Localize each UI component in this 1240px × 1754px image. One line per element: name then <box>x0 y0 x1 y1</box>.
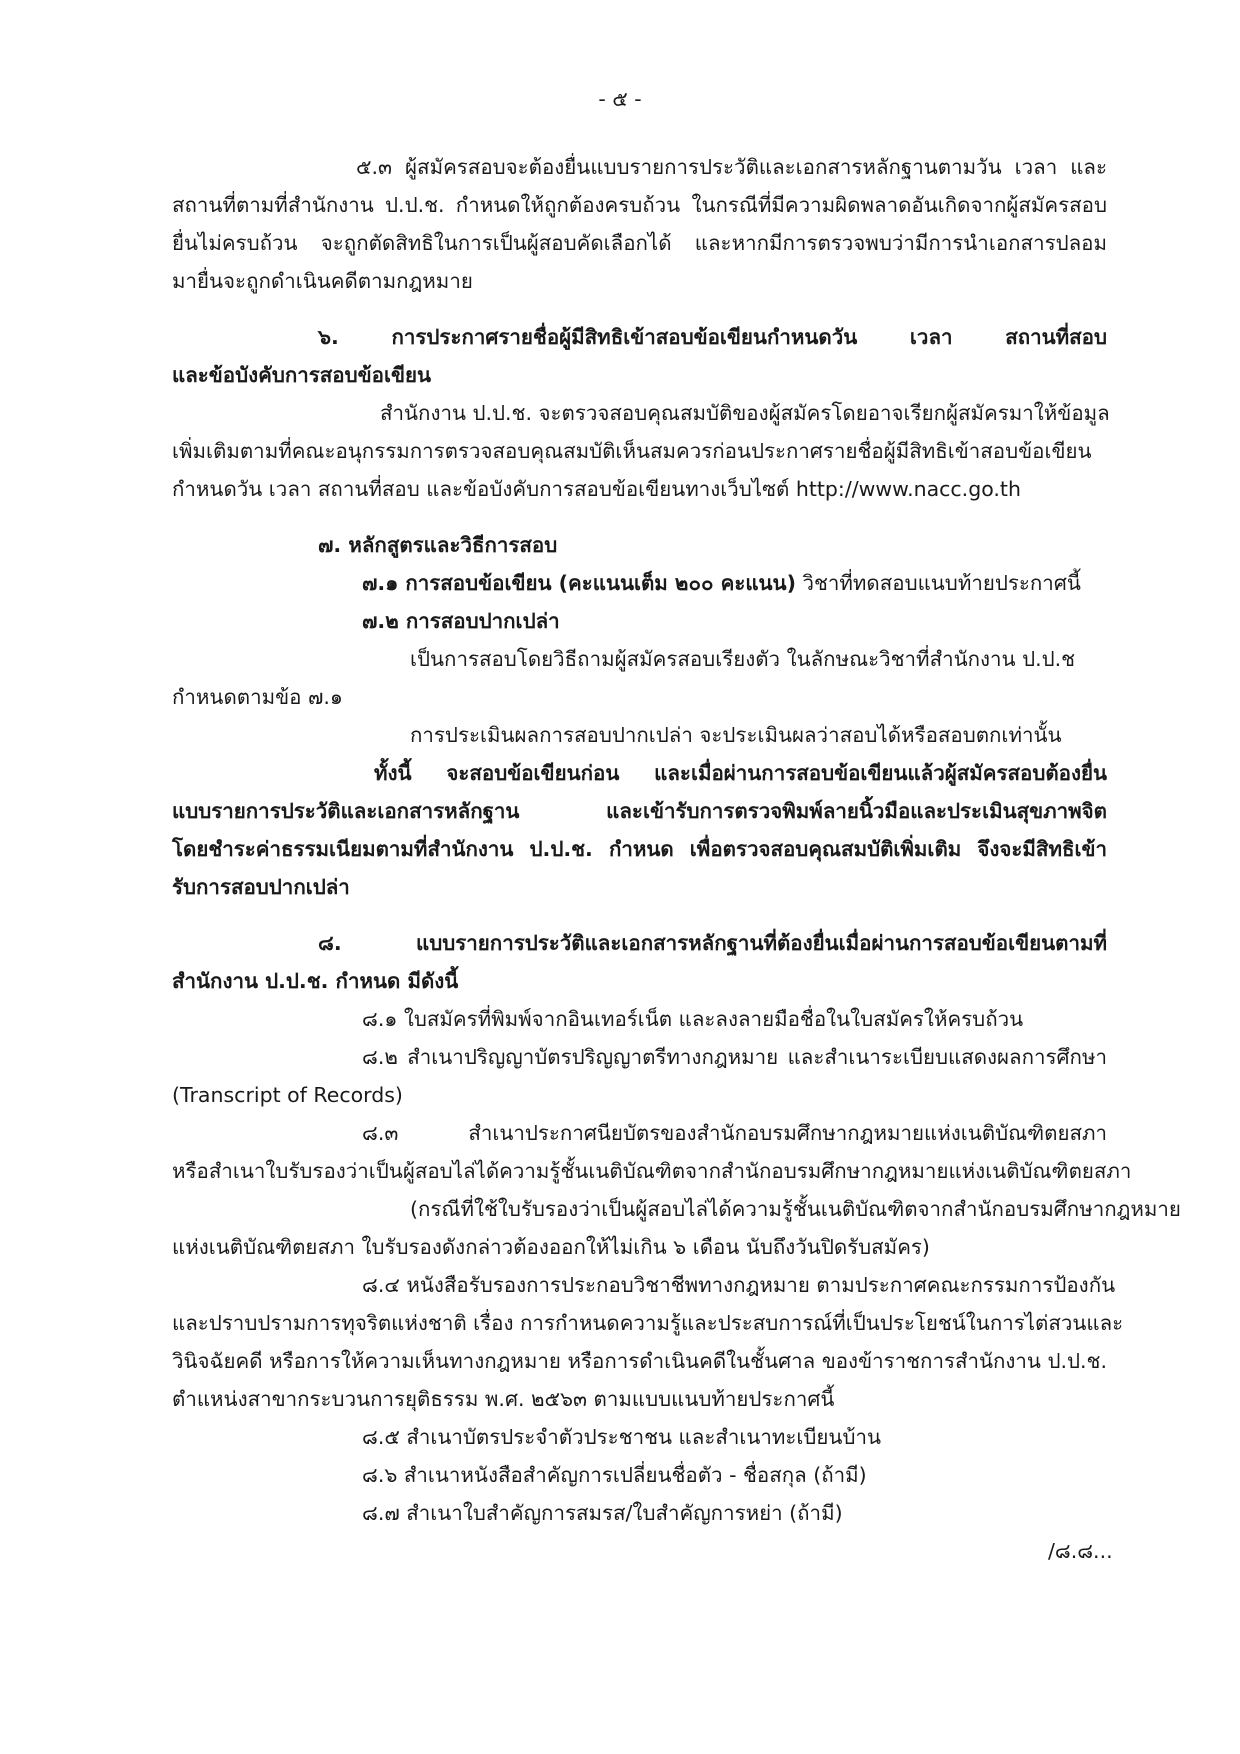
paragraph-line: การประเมินผลการสอบปากเปล่า จะประเมินผลว่าสอบได้หรือสอบตกเท่านั้น <box>410 723 1062 747</box>
list-item: ๘.๑ ใบสมัครที่พิมพ์จากอินเทอร์เน็ต และลงลายมือชื่อในใบสมัครให้ครบถ้วน <box>362 1007 1024 1031</box>
section-heading: ๘. แบบรายการประวัติและเอกสารหลักฐานที่ต้องยื่นเมื่อผ่านการสอบข้อเขียนตามที่ <box>318 931 1107 955</box>
subsection-heading: ๗.๑ การสอบข้อเขียน (คะแนนเต็ม ๒๐๐ คะแนน) <box>362 571 796 595</box>
list-item: ๘.๕ สำเนาบัตรประจำตัวประชาชน และสำเนาทะเบียนบ้าน <box>362 1425 881 1449</box>
list-item-note: (กรณีที่ใช้ใบรับรองว่าเป็นผู้สอบไล่ได้ความรู้ชั้นเนติบัณฑิตจากสำนักอบรมศึกษากฎหมาย <box>410 1197 1181 1221</box>
paragraph-line: กำหนดตามข้อ ๗.๑ <box>172 685 343 709</box>
list-item-continuation: (Transcript of Records) <box>172 1083 403 1107</box>
paragraph-line: สำนักงาน ป.ป.ช. จะตรวจสอบคุณสมบัติของผู้สมัครโดยอาจเรียกผู้สมัครมาให้ข้อมูล <box>380 401 1110 425</box>
list-item-continuation: และปราบปรามการทุจริตแห่งชาติ เรื่อง การกำหนดความรู้และประสบการณ์ที่เป็นประโยชน์ในการไต่สวนและ <box>172 1311 1124 1335</box>
paragraph-text: วิชาที่ทดสอบแนบท้ายประกาศนี้ <box>795 571 1081 595</box>
paragraph-line: สถานที่ตามที่สำนักงาน ป.ป.ช. กำหนดให้ถูกต้องครบถ้วน ในกรณีที่มีความผิดพลาดอันเกิดจากผู้สมัครสอบ <box>172 193 1107 217</box>
paragraph-line: เป็นการสอบโดยวิธีถามผู้สมัครสอบเรียงตัว ในลักษณะวิชาที่สำนักงาน ป.ป.ช <box>410 647 1076 671</box>
paragraph-line: ยื่นไม่ครบถ้วน จะถูกตัดสิทธิในการเป็นผู้สอบคัดเลือกได้ และหากมีการตรวจพบว่ามีการนำเอกสารปลอม <box>172 231 1107 255</box>
list-item: ๘.๖ สำเนาหนังสือสำคัญการเปลี่ยนชื่อตัว - ชื่อสกุล (ถ้ามี) <box>362 1463 867 1487</box>
list-item: ๘.๒ สำเนาปริญญาบัตรปริญญาตรีทางกฎหมาย และสำเนาระเบียบแสดงผลการศึกษา <box>362 1045 1107 1069</box>
note-line: โดยชำระค่าธรรมเนียมตามที่สำนักงาน ป.ป.ช. กำหนด เพื่อตรวจสอบคุณสมบัติเพิ่มเติม จึงจะมีสิทธิเข้า <box>172 837 1107 861</box>
paragraph-line <box>362 564 1081 602</box>
paragraph-line: มายื่นจะถูกดำเนินคดีตามกฎหมาย <box>172 269 473 293</box>
list-item-note: แห่งเนติบัณฑิตยสภา ใบรับรองดังกล่าวต้องออกให้ไม่เกิน ๖ เดือน นับถึงวันปิดรับสมัคร) <box>172 1235 930 1259</box>
section-heading: ๗. หลักสูตรและวิธีการสอบ <box>318 533 558 557</box>
section-heading: ๖. การประกาศรายชื่อผู้มีสิทธิเข้าสอบข้อเขียนกำหนดวัน เวลา สถานที่สอบ <box>318 325 1107 349</box>
section-heading: สำนักงาน ป.ป.ช. กำหนด มีดังนี้ <box>172 969 459 993</box>
list-item: ๘.๗ สำเนาใบสำคัญการสมรส/ใบสำคัญการหย่า (ถ้ามี) <box>362 1501 843 1525</box>
paragraph-line: ๕.๓ ผู้สมัครสอบจะต้องยื่นแบบรายการประวัติและเอกสารหลักฐานตามวัน เวลา และ <box>356 155 1107 179</box>
list-item-continuation: ตำแหน่งสาขากระบวนการยุติธรรม พ.ศ. ๒๕๖๓ ตามแบบแนบท้ายประกาศนี้ <box>172 1387 835 1411</box>
note-line: แบบรายการประวัติและเอกสารหลักฐาน และเข้ารับการตรวจพิมพ์ลายนิ้วมือและประเมินสุขภาพจิต <box>172 799 1107 823</box>
subsection-heading: ๗.๒ การสอบปากเปล่า <box>362 609 560 633</box>
page-continuation: /๘.๘... <box>1048 1539 1113 1563</box>
list-item: ๘.๔ หนังสือรับรองการประกอบวิชาชีพทางกฎหมาย ตามประกาศคณะกรรมการป้องกัน <box>362 1273 1116 1297</box>
list-item-continuation: วินิจฉัยคดี หรือการให้ความเห็นทางกฎหมาย หรือการดำเนินคดีในชั้นศาล ของข้าราชการสำนักงาน ป.ป.ช. <box>172 1349 1107 1373</box>
note-line: รับการสอบปากเปล่า <box>172 875 350 899</box>
page-number: - ๕ - <box>598 87 642 111</box>
list-item-continuation: หรือสำเนาใบรับรองว่าเป็นผู้สอบไล่ได้ความรู้ชั้นเนติบัณฑิตจากสำนักอบรมศึกษากฎหมายแห่งเนติบัณฑิตยสภา <box>172 1159 1132 1183</box>
paragraph-line: กำหนดวัน เวลา สถานที่สอบ และข้อบังคับการสอบข้อเขียนทางเว็บไซต์ http://www.nacc.go.th <box>172 477 1021 501</box>
list-item: ๘.๓ สำเนาประกาศนียบัตรของสำนักอบรมศึกษากฎหมายแห่งเนติบัณฑิตยสภา <box>362 1121 1107 1145</box>
paragraph-line: เพิ่มเติมตามที่คณะอนุกรรมการตรวจสอบคุณสมบัติเห็นสมควรก่อนประกาศรายชื่อผู้มีสิทธิเข้าสอบข้อเขียน <box>172 439 1092 463</box>
section-heading: และข้อบังคับการสอบข้อเขียน <box>172 363 432 387</box>
note-line: ทั้งนี้ จะสอบข้อเขียนก่อน และเมื่อผ่านการสอบข้อเขียนแล้วผู้สมัครสอบต้องยื่น <box>374 761 1107 785</box>
